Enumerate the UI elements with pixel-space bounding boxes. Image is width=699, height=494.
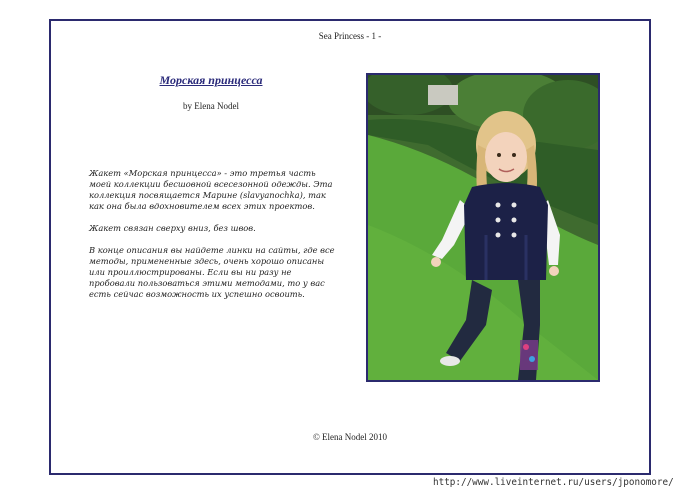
watermark-url: http://www.liveinternet.ru/users/jponomore/ bbox=[433, 477, 674, 488]
paragraph-construction: Жакет связан сверху вниз, без швов. bbox=[89, 223, 256, 233]
page-title: Морская принцесса bbox=[159, 73, 263, 87]
girl-in-jacket-photo bbox=[366, 73, 600, 382]
description-text bbox=[89, 168, 339, 311]
copyright-footer: © Elena Nodel 2010 bbox=[312, 432, 388, 442]
page-header: Sea Princess - 1 - bbox=[318, 31, 382, 41]
author-byline: by Elena Nodel bbox=[183, 101, 239, 111]
paragraph-intro: Жакет «Морская принцесса» - это третья часть моей коллекции бесшовной всесезонной одежды. Эта коллекция посвящается Марине (slavyanochka), так как она была вдохновителем всех этих проектов. bbox=[89, 168, 333, 211]
paragraph-links: В конце описания вы найдете линки на сайты, где все методы, примененные здесь, очень хорошо описаны или проиллюстрированы. Если вы ни разу не пробовали пользоваться этими методами, то у вас есть сейчас возможность их успешно освоить. bbox=[89, 245, 335, 299]
photo-illustration bbox=[368, 75, 598, 380]
document-page bbox=[49, 19, 651, 475]
